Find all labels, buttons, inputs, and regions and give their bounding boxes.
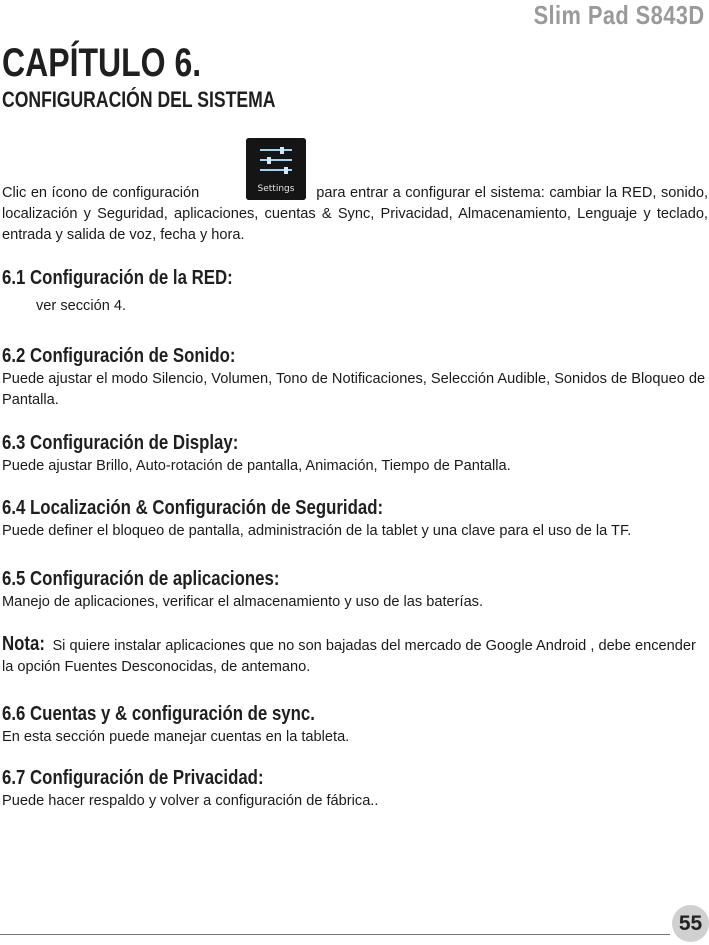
page-number: 55 [678,911,703,935]
section-heading: 6.3 Configuración de Display: [2,431,239,454]
section-6-1 [2,266,708,317]
chapter-subtitle: CONFIGURACIÓN DEL SISTEMA [2,87,276,112]
section-6-5 [2,567,708,613]
chapter-title: CAPÍTULO 6. [2,41,202,85]
footer-divider [0,934,670,935]
intro-text-after: para entrar a configurar el sistema: cambiar la RED, sonido, localización y Seguridad, aplicaciones, cuentas & Sync, Privacidad, Almacenamiento, Lenguaje y teclado, entrada y salida de voz, fecha y hora. [2,185,709,243]
settings-icon-caption: Settings [257,184,295,194]
note-label: Nota: [2,632,45,655]
section-body: Manejo de aplicaciones, verificar el almacenamiento y uso de las baterías. [2,594,484,610]
note-body: Si quiere instalar aplicaciones que no son bajadas del mercado de Google Android , debe encender la opción Fuentes Desconocidas, de antemano. [2,638,696,675]
note [2,633,708,678]
section-heading: 6.2 Configuración de Sonido: [2,344,236,367]
section-body: Puede hacer respaldo y volver a configuración de fábrica.. [2,793,379,809]
section-heading: 6.6 Cuentas y & configuración de sync. [2,702,315,725]
section-heading: 6.1 Configuración de la RED: [2,266,233,289]
section-body: ver sección 4. [36,298,127,314]
page-number-badge [672,905,709,942]
section-heading: 6.4 Localización & Configuración de Seguridad: [2,496,384,519]
section-6-3 [2,431,708,477]
section-heading: 6.5 Configuración de aplicaciones: [2,567,280,590]
section-6-7 [2,766,708,812]
section-6-4 [2,496,708,542]
section-body: En esta sección puede manejar cuentas en la tableta. [2,729,350,745]
intro-paragraph [2,183,708,246]
section-body: Puede ajustar el modo Silencio, Volumen, Tono de Notificaciones, Selección Audible, Sonidos de Bloqueo de Pantalla. [2,371,706,408]
intro-text-before: Clic en ícono de configuración [2,185,200,201]
section-6-6 [2,702,708,748]
brand-title: Slim Pad S843D [534,0,705,30]
section-body: Puede ajustar Brillo, Auto-rotación de pantalla, Animación, Tiempo de Pantalla. [2,458,511,474]
section-6-2 [2,344,708,411]
section-body: Puede definer el bloqueo de pantalla, administración de la tablet y una clave para el uso de la TF. [2,523,632,539]
section-heading: 6.7 Configuración de Privacidad: [2,766,264,789]
